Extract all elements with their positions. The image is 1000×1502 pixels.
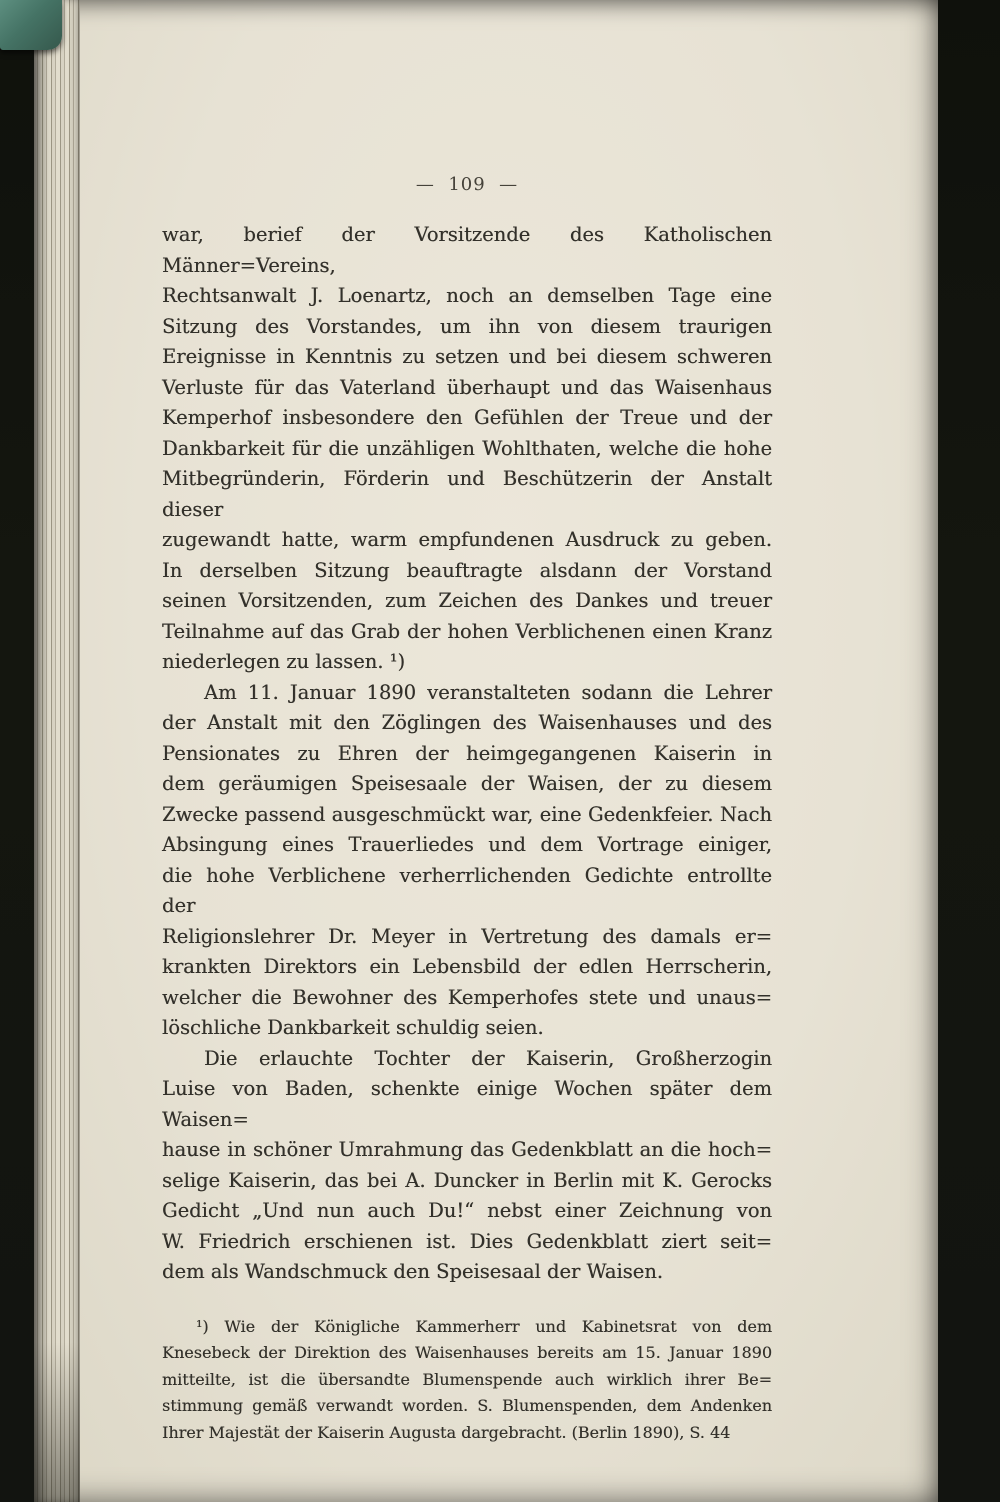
text-line: Rechtsanwalt J. Loenartz, noch an demselben Tage eine bbox=[162, 284, 772, 307]
text-line: W. Friedrich erschienen ist. Dies Gedenkblatt ziert seit= bbox=[162, 1229, 772, 1253]
text-line: Kemperhof insbesondere den Gefühlen der Treue und der bbox=[162, 406, 772, 429]
text-line: welcher die Bewohner des Kemperhofes stete und unaus= bbox=[162, 985, 772, 1009]
text-line: Teilnahme auf das Grab der hohen Verblichenen einen Kranz bbox=[162, 619, 772, 643]
text-line: Luise von Baden, schenkte einige Wochen später dem Waisen= bbox=[162, 1077, 772, 1131]
text-line: Religionslehrer Dr. Meyer in Vertretung des damals er= bbox=[162, 924, 772, 948]
text-line: Gedicht „Und nun auch Du!“ nebst einer Zeichnung von bbox=[162, 1199, 772, 1222]
page-number: — 109 — bbox=[415, 174, 519, 195]
text-line: Zwecke passend ausgeschmückt war, eine Gedenkfeier. Nach bbox=[162, 802, 772, 826]
text-line: Knesebeck der Direktion des Waisenhauses bereits am 15. Januar 1890 bbox=[162, 1343, 772, 1362]
text-line: ¹) Wie der Königliche Kammerherr und Kabinetsrat von dem bbox=[196, 1316, 772, 1336]
text-line: Am 11. Januar 1890 veranstalteten sodann die Lehrer bbox=[204, 680, 772, 704]
text-line: stimmung gemäß verwandt worden. S. Blumenspenden, dem Andenken bbox=[162, 1396, 772, 1415]
text-line: hause in schöner Umrahmung das Gedenkblatt an die hoch= bbox=[162, 1138, 772, 1161]
text-line: Dankbarkeit für die unzähligen Wohlthaten, welche die hohe bbox=[162, 436, 772, 460]
text-block bbox=[162, 220, 772, 1288]
text-line: Mitbegründerin, Förderin und Beschützerin der Anstalt dieser bbox=[162, 467, 772, 521]
text-line: Pensionates zu Ehren der heimgegangenen Kaiserin in bbox=[162, 741, 772, 765]
text-line: mitteilte, ist die übersandte Blumenspende auch wirklich ihrer Be= bbox=[162, 1369, 772, 1389]
text-line: war, berief der Vorsitzende des Katholischen Männer=Vereins, bbox=[162, 223, 772, 277]
text-line: löschliche Dankbarkeit schuldig seien. bbox=[162, 1016, 544, 1039]
text-line: In derselben Sitzung beauftragte alsdann der Vorstand bbox=[162, 558, 772, 582]
text-line: die hohe Verblichene verherrlichenden Gedichte entrollte der bbox=[162, 863, 772, 917]
paragraph bbox=[162, 678, 772, 1044]
text-line: zugewandt hatte, warm empfundenen Ausdruck zu geben. bbox=[162, 528, 772, 551]
text-line: Ihrer Majestät der Kaiserin Augusta dargebracht. (Berlin 1890), S. 44 bbox=[162, 1422, 731, 1442]
text-line: selige Kaiserin, das bei A. Duncker in Berlin mit K. Gerocks bbox=[162, 1168, 772, 1192]
page-content bbox=[162, 220, 772, 1446]
book-cover-corner bbox=[0, 0, 62, 50]
text-line: krankten Direktors ein Lebensbild der edlen Herrscherin, bbox=[162, 955, 772, 978]
book-page bbox=[36, 0, 938, 1502]
text-line: Sitzung des Vorstandes, um ihn von diesem traurigen bbox=[162, 314, 772, 338]
text-line: seinen Vorsitzenden, zum Zeichen des Dankes und treuer bbox=[162, 589, 772, 612]
text-line: niederlegen zu lassen. ¹) bbox=[162, 650, 406, 673]
text-line: Absingung eines Trauerliedes und dem Vortrage einiger, bbox=[162, 833, 772, 856]
text-line: dem geräumigen Speisesaale der Waisen, der zu diesem bbox=[162, 772, 772, 795]
text-line: der Anstalt mit den Zöglingen des Waisenhauses und des bbox=[162, 711, 772, 734]
paragraph bbox=[162, 220, 772, 678]
text-line: Die erlauchte Tochter der Kaiserin, Großherzogin bbox=[204, 1046, 772, 1070]
text-line: Verluste für das Vaterland überhaupt und das Waisenhaus bbox=[162, 375, 772, 399]
book-page-edges bbox=[34, 0, 80, 1502]
text-line: Ereignisse in Kenntnis zu setzen und bei diesem schweren bbox=[162, 345, 772, 368]
footnote-block bbox=[162, 1314, 772, 1447]
paragraph bbox=[162, 1044, 772, 1288]
text-line: dem als Wandschmuck den Speisesaal der Waisen. bbox=[162, 1260, 663, 1283]
